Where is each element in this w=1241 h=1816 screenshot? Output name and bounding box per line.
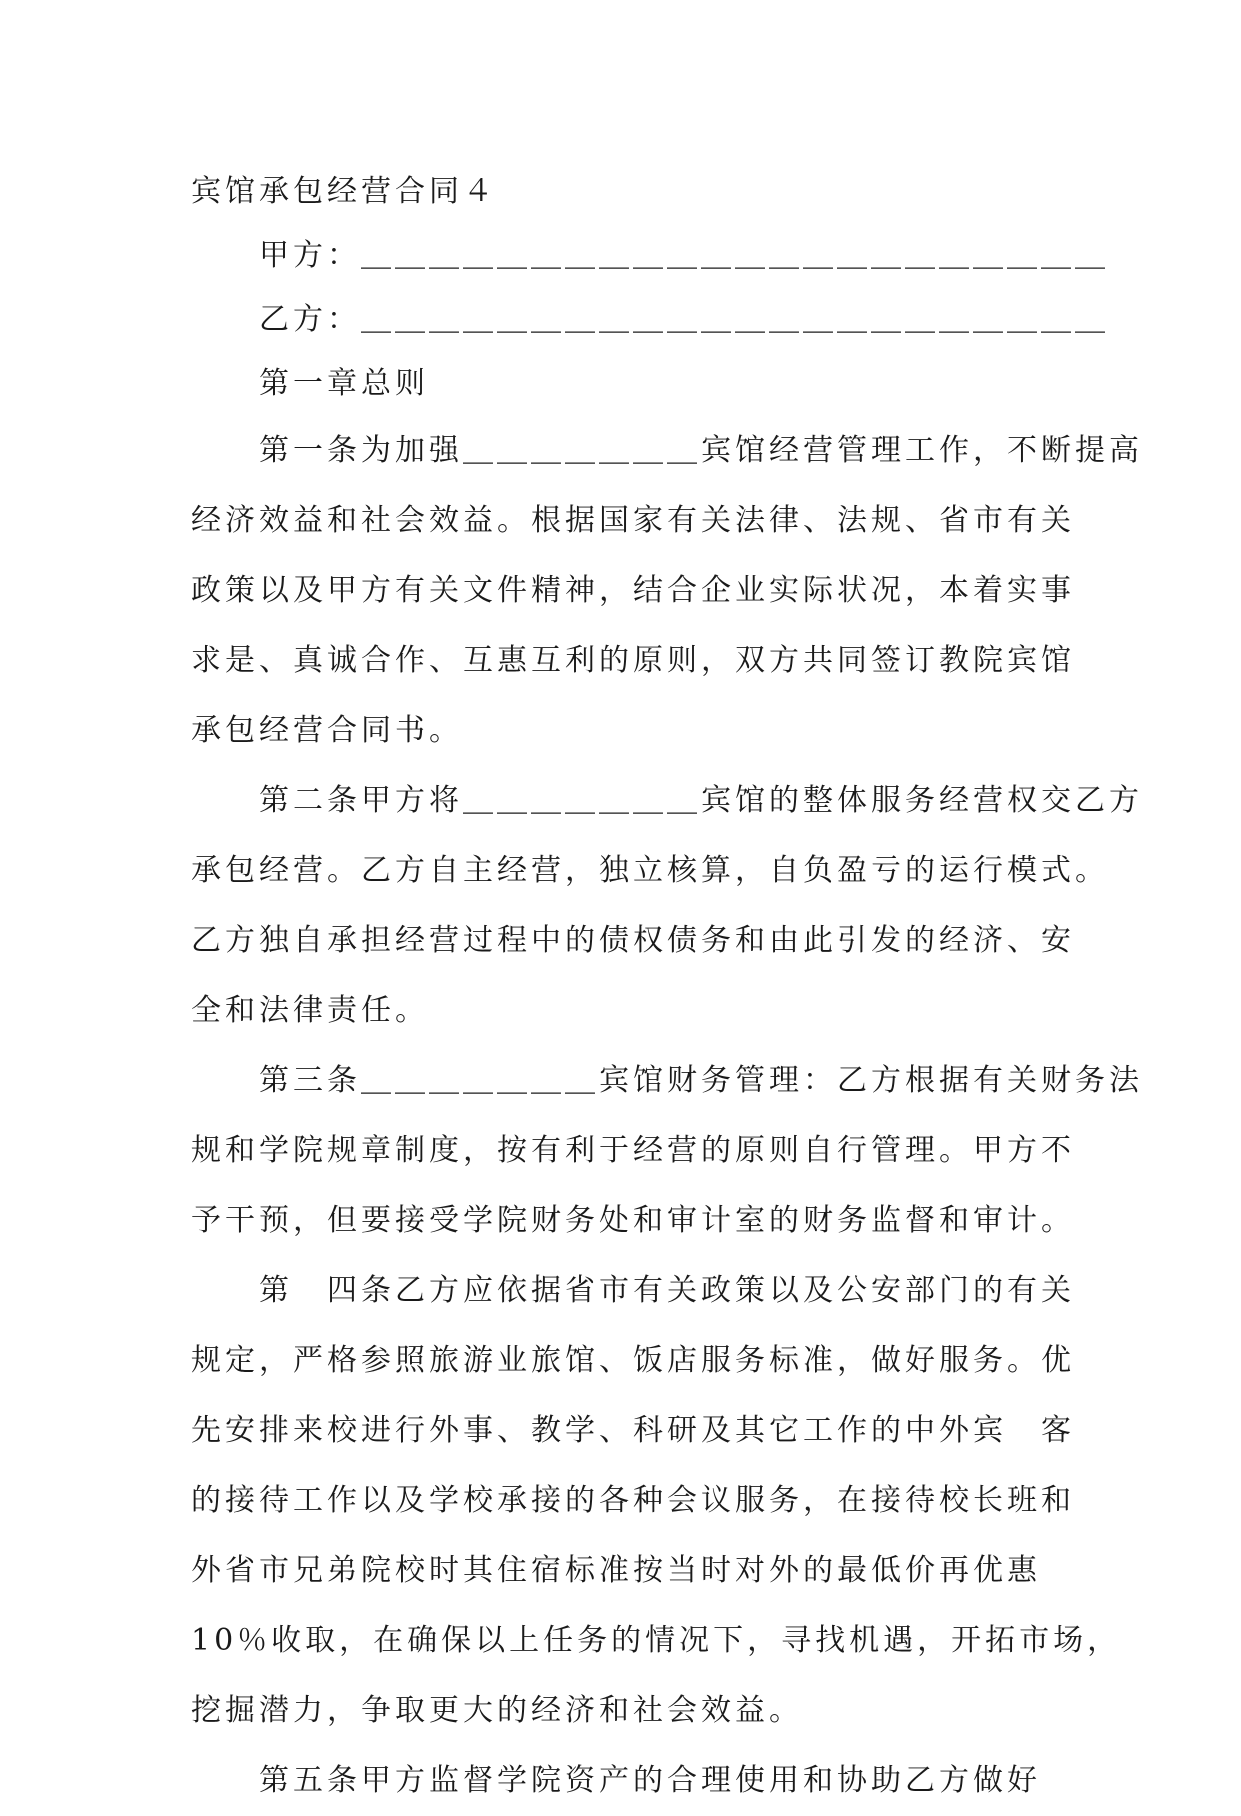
article-3-line: 规和学院规章制度，按有利于经营的原则自行管理。甲方不 xyxy=(191,1133,1075,1168)
article-4-line: 外省市兄弟院校时其住宿标准按当时对外的最低价再优惠 xyxy=(191,1553,1041,1588)
chapter-heading: 第一章总则 xyxy=(259,366,429,401)
party-b-line: 乙方：＿＿＿＿＿＿＿＿＿＿＿＿＿＿＿＿＿＿＿＿＿＿ xyxy=(259,302,1109,337)
article-4-line: 第 四条乙方应依据省市有关政策以及公安部门的有关 xyxy=(259,1273,1075,1308)
article-2-line: 乙方独自承担经营过程中的债权债务和由此引发的经济、安 xyxy=(191,923,1075,958)
article-2-line: 第二条甲方将＿＿＿＿＿＿＿宾馆的整体服务经营权交乙方 xyxy=(259,783,1143,818)
article-5-line: 第五条甲方监督学院资产的合理使用和协助乙方做好 xyxy=(259,1763,1041,1798)
article-1 xyxy=(191,416,1143,766)
document-body xyxy=(191,160,1143,1816)
article-1-line: 承包经营合同书。 xyxy=(191,713,463,748)
article-4-line: 挖掘潜力，争取更大的经济和社会效益。 xyxy=(191,1693,803,1728)
document-title: 宾馆承包经营合同４ xyxy=(191,174,497,209)
article-4-line: 的接待工作以及学校承接的各种会议服务，在接待校长班和 xyxy=(191,1483,1075,1518)
article-4-line: 10％收取，在确保以上任务的情况下，寻找机遇，开拓市场， xyxy=(191,1623,1122,1658)
article-4-line: 先安排来校进行外事、教学、科研及其它工作的中外宾 客 xyxy=(191,1413,1075,1448)
article-4-line: 规定，严格参照旅游业旅馆、饭店服务标准，做好服务。优 xyxy=(191,1343,1075,1378)
article-3-line: 予干预，但要接受学院财务处和审计室的财务监督和审计。 xyxy=(191,1203,1075,1238)
article-4 xyxy=(191,1256,1122,1746)
article-1-line: 第一条为加强＿＿＿＿＿＿＿宾馆经营管理工作，不断提高 xyxy=(259,433,1143,468)
article-3-line: 第三条＿＿＿＿＿＿＿宾馆财务管理：乙方根据有关财务法 xyxy=(259,1063,1143,1098)
article-2 xyxy=(191,766,1143,1046)
article-1-line: 政策以及甲方有关文件精神，结合企业实际状况，本着实事 xyxy=(191,573,1075,608)
article-1-line: 求是、真诚合作、互惠互利的原则，双方共同签订教院宾馆 xyxy=(191,643,1075,678)
article-2-line: 全和法律责任。 xyxy=(191,993,429,1028)
article-2-line: 承包经营。乙方自主经营，独立核算，自负盈亏的运行模式。 xyxy=(191,853,1109,888)
article-1-line: 经济效益和社会效益。根据国家有关法律、法规、省市有关 xyxy=(191,503,1075,538)
article-3 xyxy=(191,1046,1143,1256)
article-5 xyxy=(191,1746,1053,1816)
party-a-line: 甲方：＿＿＿＿＿＿＿＿＿＿＿＿＿＿＿＿＿＿＿＿＿＿ xyxy=(259,238,1109,273)
